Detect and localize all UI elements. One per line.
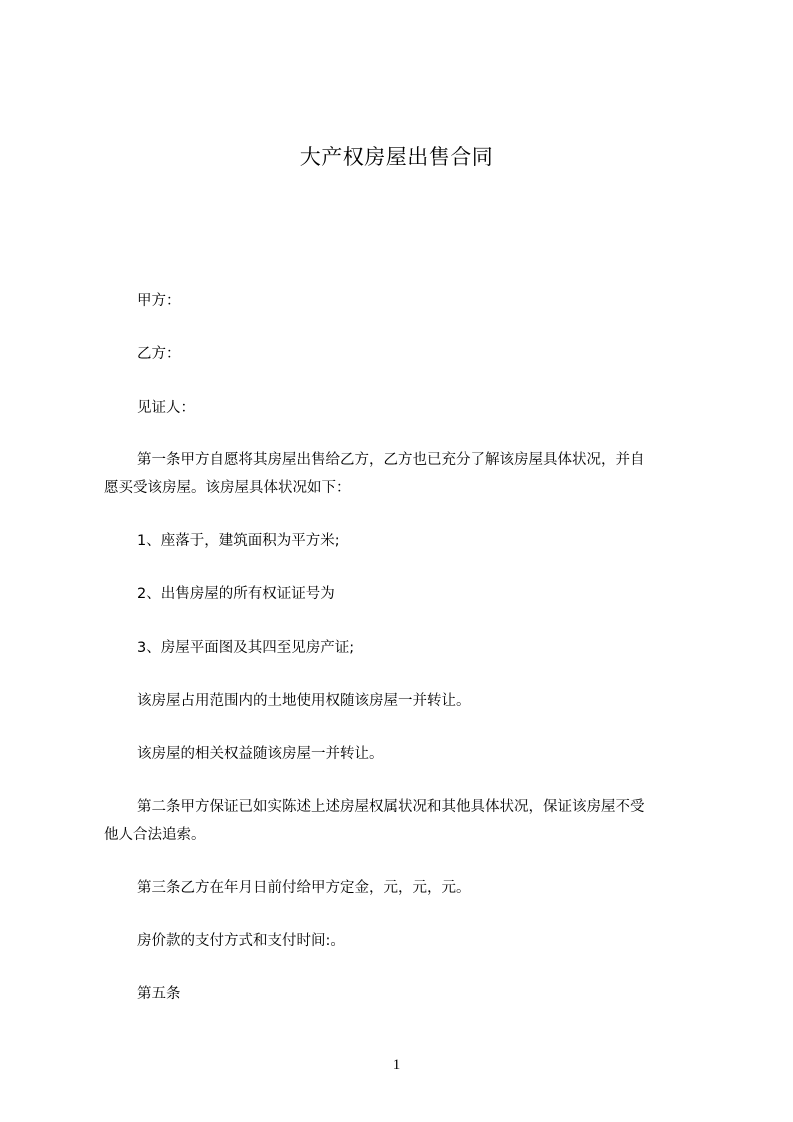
page-number: 1 xyxy=(392,1057,401,1073)
article-1-line-2: 愿买受该房屋。该房屋具体状况如下： xyxy=(104,480,351,496)
party-b-label: 乙方： xyxy=(137,346,181,362)
land-rights-clause: 该房屋占用范围内的土地使用权随该房屋一并转让。 xyxy=(137,693,471,709)
related-rights-clause: 该房屋的相关权益随该房屋一并转让。 xyxy=(137,746,384,762)
article-2-paragraph xyxy=(104,793,704,849)
article-5-heading: 第五条 xyxy=(137,986,181,1002)
article-2-line-2: 他人合法追索。 xyxy=(104,827,206,843)
payment-method-clause: 房价款的支付方式和支付时间:。 xyxy=(137,933,345,949)
document-title: 大产权房屋出售合同 xyxy=(299,145,494,169)
article-1-line-1: 第一条甲方自愿将其房屋出售给乙方，乙方也已充分了解该房屋具体状况，并自 xyxy=(137,452,645,468)
witness-label: 见证人： xyxy=(137,400,195,416)
party-a-label: 甲方： xyxy=(137,293,181,309)
article-2-line-1: 第二条甲方保证已如实陈述上述房屋权属状况和其他具体状况，保证该房屋不受 xyxy=(137,799,645,815)
article-1-paragraph xyxy=(104,446,704,502)
item-2-certificate: 2、出售房屋的所有权证证号为 xyxy=(137,586,335,602)
article-3-clause: 第三条乙方在年月日前付给甲方定金，元，元，元。 xyxy=(137,880,471,896)
item-3-floor-plan: 3、房屋平面图及其四至见房产证; xyxy=(137,640,355,656)
item-1-location: 1、座落于，建筑面积为平方米; xyxy=(137,533,340,549)
